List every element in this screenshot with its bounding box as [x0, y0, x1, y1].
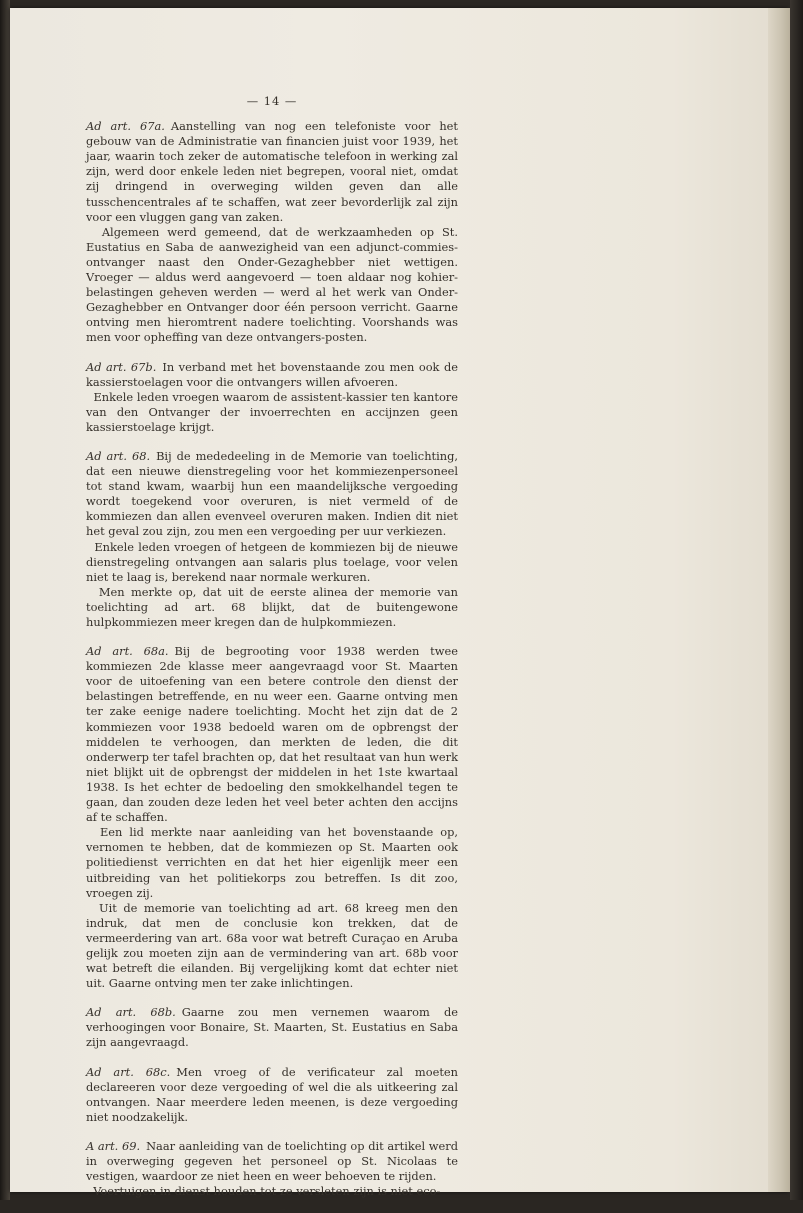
- article-reference: Ad art. 68b.: [86, 1005, 176, 1020]
- paragraph: [86, 225, 458, 346]
- paragraph-text: Bij de begrooting voor 1938 werden twee kommiezen 2de klasse meer aangevraagd voor St. Maarten voor de uitoefening van een betere controle den dienst der belastingen betreffende, en nu weer een. Gaarne ontving men ter zake eenige nadere toelichting. Mocht het zijn dat de 2 kommiezen voor 1938 bedoeld waren om de opbrengst der middelen te verhoogen, dan merkten de leden, die dit onderwerp ter tafel brachten op, dat het resultaat van hun werk niet blijkt uit de opbrengst der middelen in het 1ste kwartaal 1938. Is het echter de bedoeling den smokkelhandel tegen te gaan, dan zouden deze leden het veel beter achten den accijns af te schaffen.: [86, 644, 458, 825]
- section-art-67b: [86, 360, 458, 435]
- paragraph: [86, 390, 458, 435]
- paragraph-text: Gaarne zou men vernemen waarom de verhoogingen voor Bonaire, St. Maarten, St. Eustatius en Saba zijn aangevraagd.: [86, 1005, 458, 1050]
- paragraph-text: In verband met het bovenstaande zou men ook de kassierstoelagen voor die ontvangers willen afvoeren.: [86, 359, 458, 389]
- paragraph-text: Algemeen werd gemeend, dat de werkzaamheden op St. Eustatius en Saba de aanwezigheid van een adjunct-commies- ontvanger naast den Onder-Gezaghebber niet wettigen. Vroeger — aldus werd aangevoerd — toen aldaar nog kohier-belastingen geheven werden — werd al het werk van Onder-Gezaghebber en Ontvanger door één persoon verricht. Gaarne ontving men hieromtrent nadere toelichting. Voorshands was men voor opheffing van deze ontvangers-posten.: [86, 224, 459, 345]
- document-text: [86, 94, 458, 1213]
- paragraph: [86, 825, 458, 900]
- section-art-68a: [86, 644, 458, 991]
- page-number: — 14 —: [246, 94, 298, 108]
- paragraph: [86, 1005, 458, 1050]
- section-art-68: [86, 449, 458, 630]
- paragraph-text: Bij de mededeeling in de Memorie van toelichting, dat een nieuwe dienstregeling voor het kommiezenpersoneel tot stand kwam, waarbij hun een maandelijksche vergoeding wordt toegekend voor overuren, is niet vermeld of de kommiezen dan allen evenveel overuren maken. Indien dit niet het geval zou zijn, zou men een vergoeding per uur verkiezen.: [86, 448, 458, 539]
- article-reference: Ad art. 67a.: [86, 119, 165, 134]
- paragraph-text: Men vroeg of de verificateur zal moeten declareeren voor deze vergoeding of wel die als uitkeering zal ontvangen. Naar meerdere leden meenen, is deze vergoeding niet noodzakelijk.: [86, 1064, 458, 1124]
- article-reference: Ad art. 68c.: [86, 1064, 171, 1079]
- paragraph: [86, 360, 458, 390]
- article-reference: Ad art. 68a.: [86, 644, 169, 659]
- paragraph: [86, 1065, 458, 1125]
- paragraph: [86, 1139, 458, 1184]
- paragraph-text: Uit de memorie van toelichting ad art. 68 kreeg men den indruk, dat men de conclusie kon trekken, dat de vermeerdering van art. 68a voor wat betreft Curaçao en Aruba gelijk zou moeten zijn aan de vermindering van art. 68b voor wat betreft die eilanden. Bij vergelijking komt dat echter niet uit. Gaarne ontving men ter zake inlichtingen.: [86, 900, 458, 991]
- section-art-69: [86, 1139, 458, 1199]
- paragraph: [86, 585, 458, 630]
- paragraph: [86, 644, 458, 825]
- paragraph-text: Naar aanleiding van de toelichting op dit artikel werd in overweging gegeven het personeel op St. Nicolaas te vestigen, waardoor ze niet heen en weer behoeven te rijden.: [86, 1138, 458, 1184]
- paragraph: [86, 449, 458, 540]
- paragraph-text: Enkele leden vroegen of hetgeen de kommiezen bij de nieuwe dienstregeling ontvangen aan salaris plus toelage, voor velen niet te laag is, berekend naar normale werkuren.: [86, 539, 458, 584]
- section-art-67a: [86, 119, 458, 345]
- paragraph: [86, 1184, 458, 1199]
- paragraph: [86, 901, 458, 992]
- left-scan-edge: [0, 0, 10, 1200]
- section-art-68c: [86, 1065, 458, 1125]
- page-fore-edge: [768, 8, 790, 1192]
- paragraph-text: Aanstelling van nog een telefoniste voor het gebouw van de Administratie van financien juist voor 1939, het jaar, waarin toch zeker de automatische telefoon in werking zal zijn, werd door enkele leden niet begrepen, vooral niet, omdat zij dringend in overweging wilden geven dan alle tusschencentrales af te schaffen, wat zeer bevorderlijk zal zijn voor een vluggen gang van zaken.: [86, 119, 458, 224]
- paragraph-text: Men merkte op, dat uit de eerste alinea der memorie van toelichting ad art. 68 blijkt, dat de buitengewone hulpkommiezen meer kregen dan de hulpkommiezen.: [86, 584, 458, 629]
- paragraph: [86, 540, 458, 585]
- book-spine-shadow: [790, 0, 803, 1200]
- article-reference: Ad art. 68.: [86, 448, 151, 463]
- paragraph-text: Voertuigen in dienst houden tot ze versleten zijn is niet eco-: [93, 1184, 441, 1199]
- article-reference: Ad art. 67b.: [86, 359, 157, 374]
- article-reference: A art. 69.: [86, 1138, 141, 1153]
- paragraph: [86, 119, 458, 225]
- section-art-68b: [86, 1005, 458, 1050]
- paragraph-text: Een lid merkte naar aanleiding van het bovenstaande op, vernomen te hebben, dat de kommiezen op St. Maarten ook politiedienst verrichten en dat het hier eigenlijk meer een uitbreiding van het politiekorps zou betreffen. Is dit zoo, vroegen zij.: [86, 825, 458, 900]
- paragraph-text: Enkele leden vroegen waarom de assistent-kassier ten kantore van den Ontvanger der invoerrechten en accijnzen geen kassierstoelage krijgt.: [86, 389, 458, 434]
